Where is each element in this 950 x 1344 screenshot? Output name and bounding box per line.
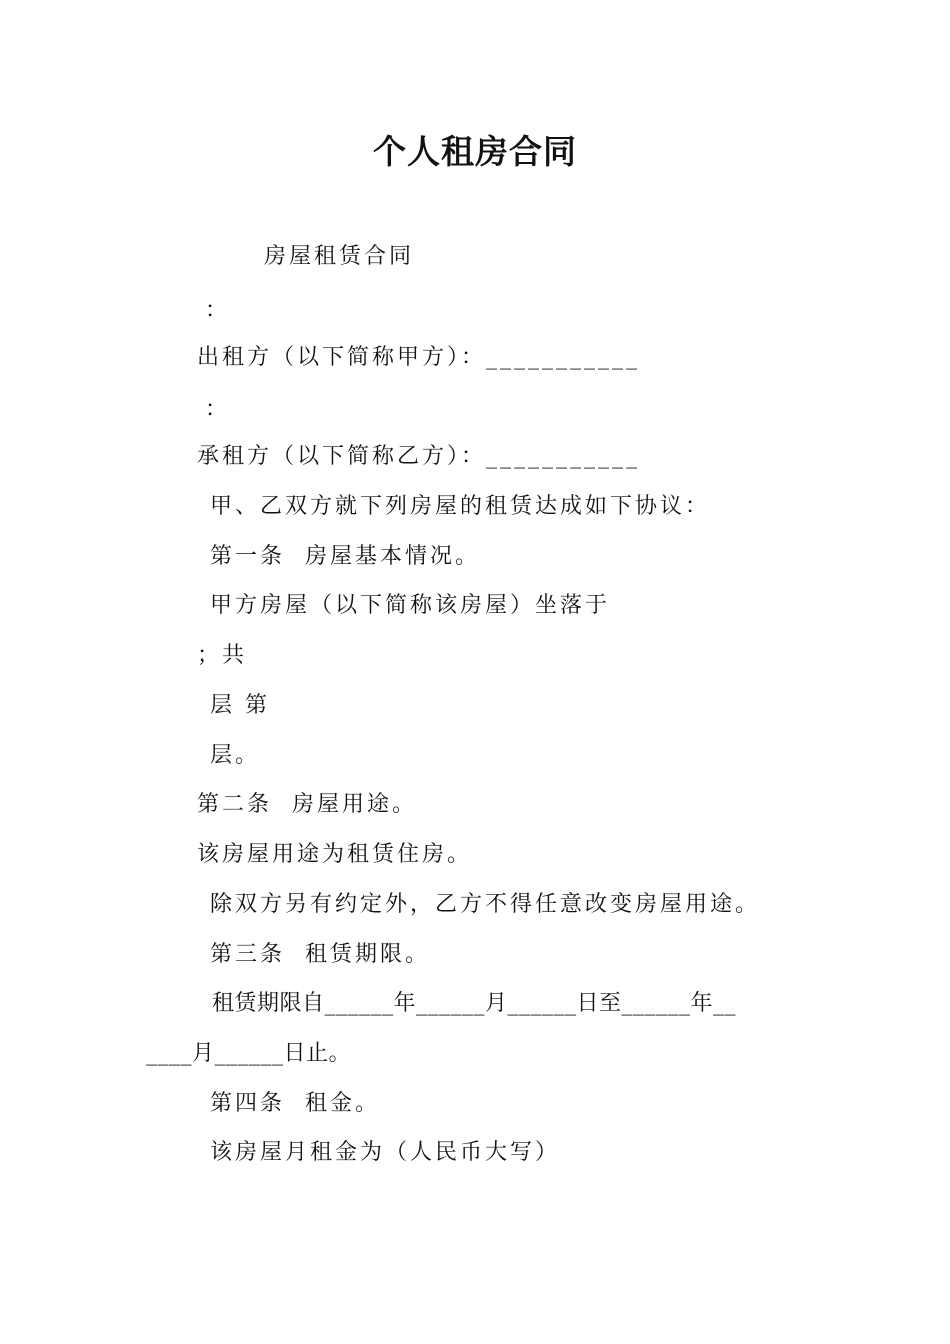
doc-line-article-2: 第二条 房屋用途。 [197, 792, 417, 817]
doc-line-colon-1: ： [205, 298, 231, 323]
doc-line-lessor: 出租方（以下简称甲方）：___________ [197, 345, 641, 370]
doc-line-floor-end: 层。 [210, 743, 261, 768]
doc-line-lease-term-cont: ____月______日止。 [146, 1041, 352, 1066]
doc-line-colon-2: ： [205, 397, 231, 422]
doc-line-agreement-intro: 甲、乙双方就下列房屋的租赁达成如下协议： [210, 494, 711, 519]
doc-line-floor: 层 第 [210, 693, 270, 718]
doc-line-total: ；共 [197, 643, 248, 668]
doc-line-contract-heading: 房屋租赁合同 [264, 244, 415, 269]
doc-line-usage: 该房屋用途为租赁住房。 [197, 842, 473, 867]
doc-line-location: 甲方房屋（以下简称该房屋）坐落于 [210, 593, 611, 618]
doc-line-article-3: 第三条 租赁期限。 [210, 942, 430, 967]
doc-line-article-1: 第一条 房屋基本情况。 [210, 544, 480, 569]
document-title: 个人租房合同 [373, 132, 577, 171]
doc-line-usage-restriction: 除双方另有约定外，乙方不得任意改变房屋用途。 [210, 892, 761, 917]
doc-line-lease-term: 租赁期限自______年______月______日至______年__ [212, 991, 737, 1016]
doc-line-article-4: 第四条 租金。 [210, 1091, 380, 1116]
doc-line-rent: 该房屋月租金为（人民币大写） [210, 1140, 561, 1165]
doc-line-lessee: 承租方（以下简称乙方）：___________ [197, 444, 641, 469]
